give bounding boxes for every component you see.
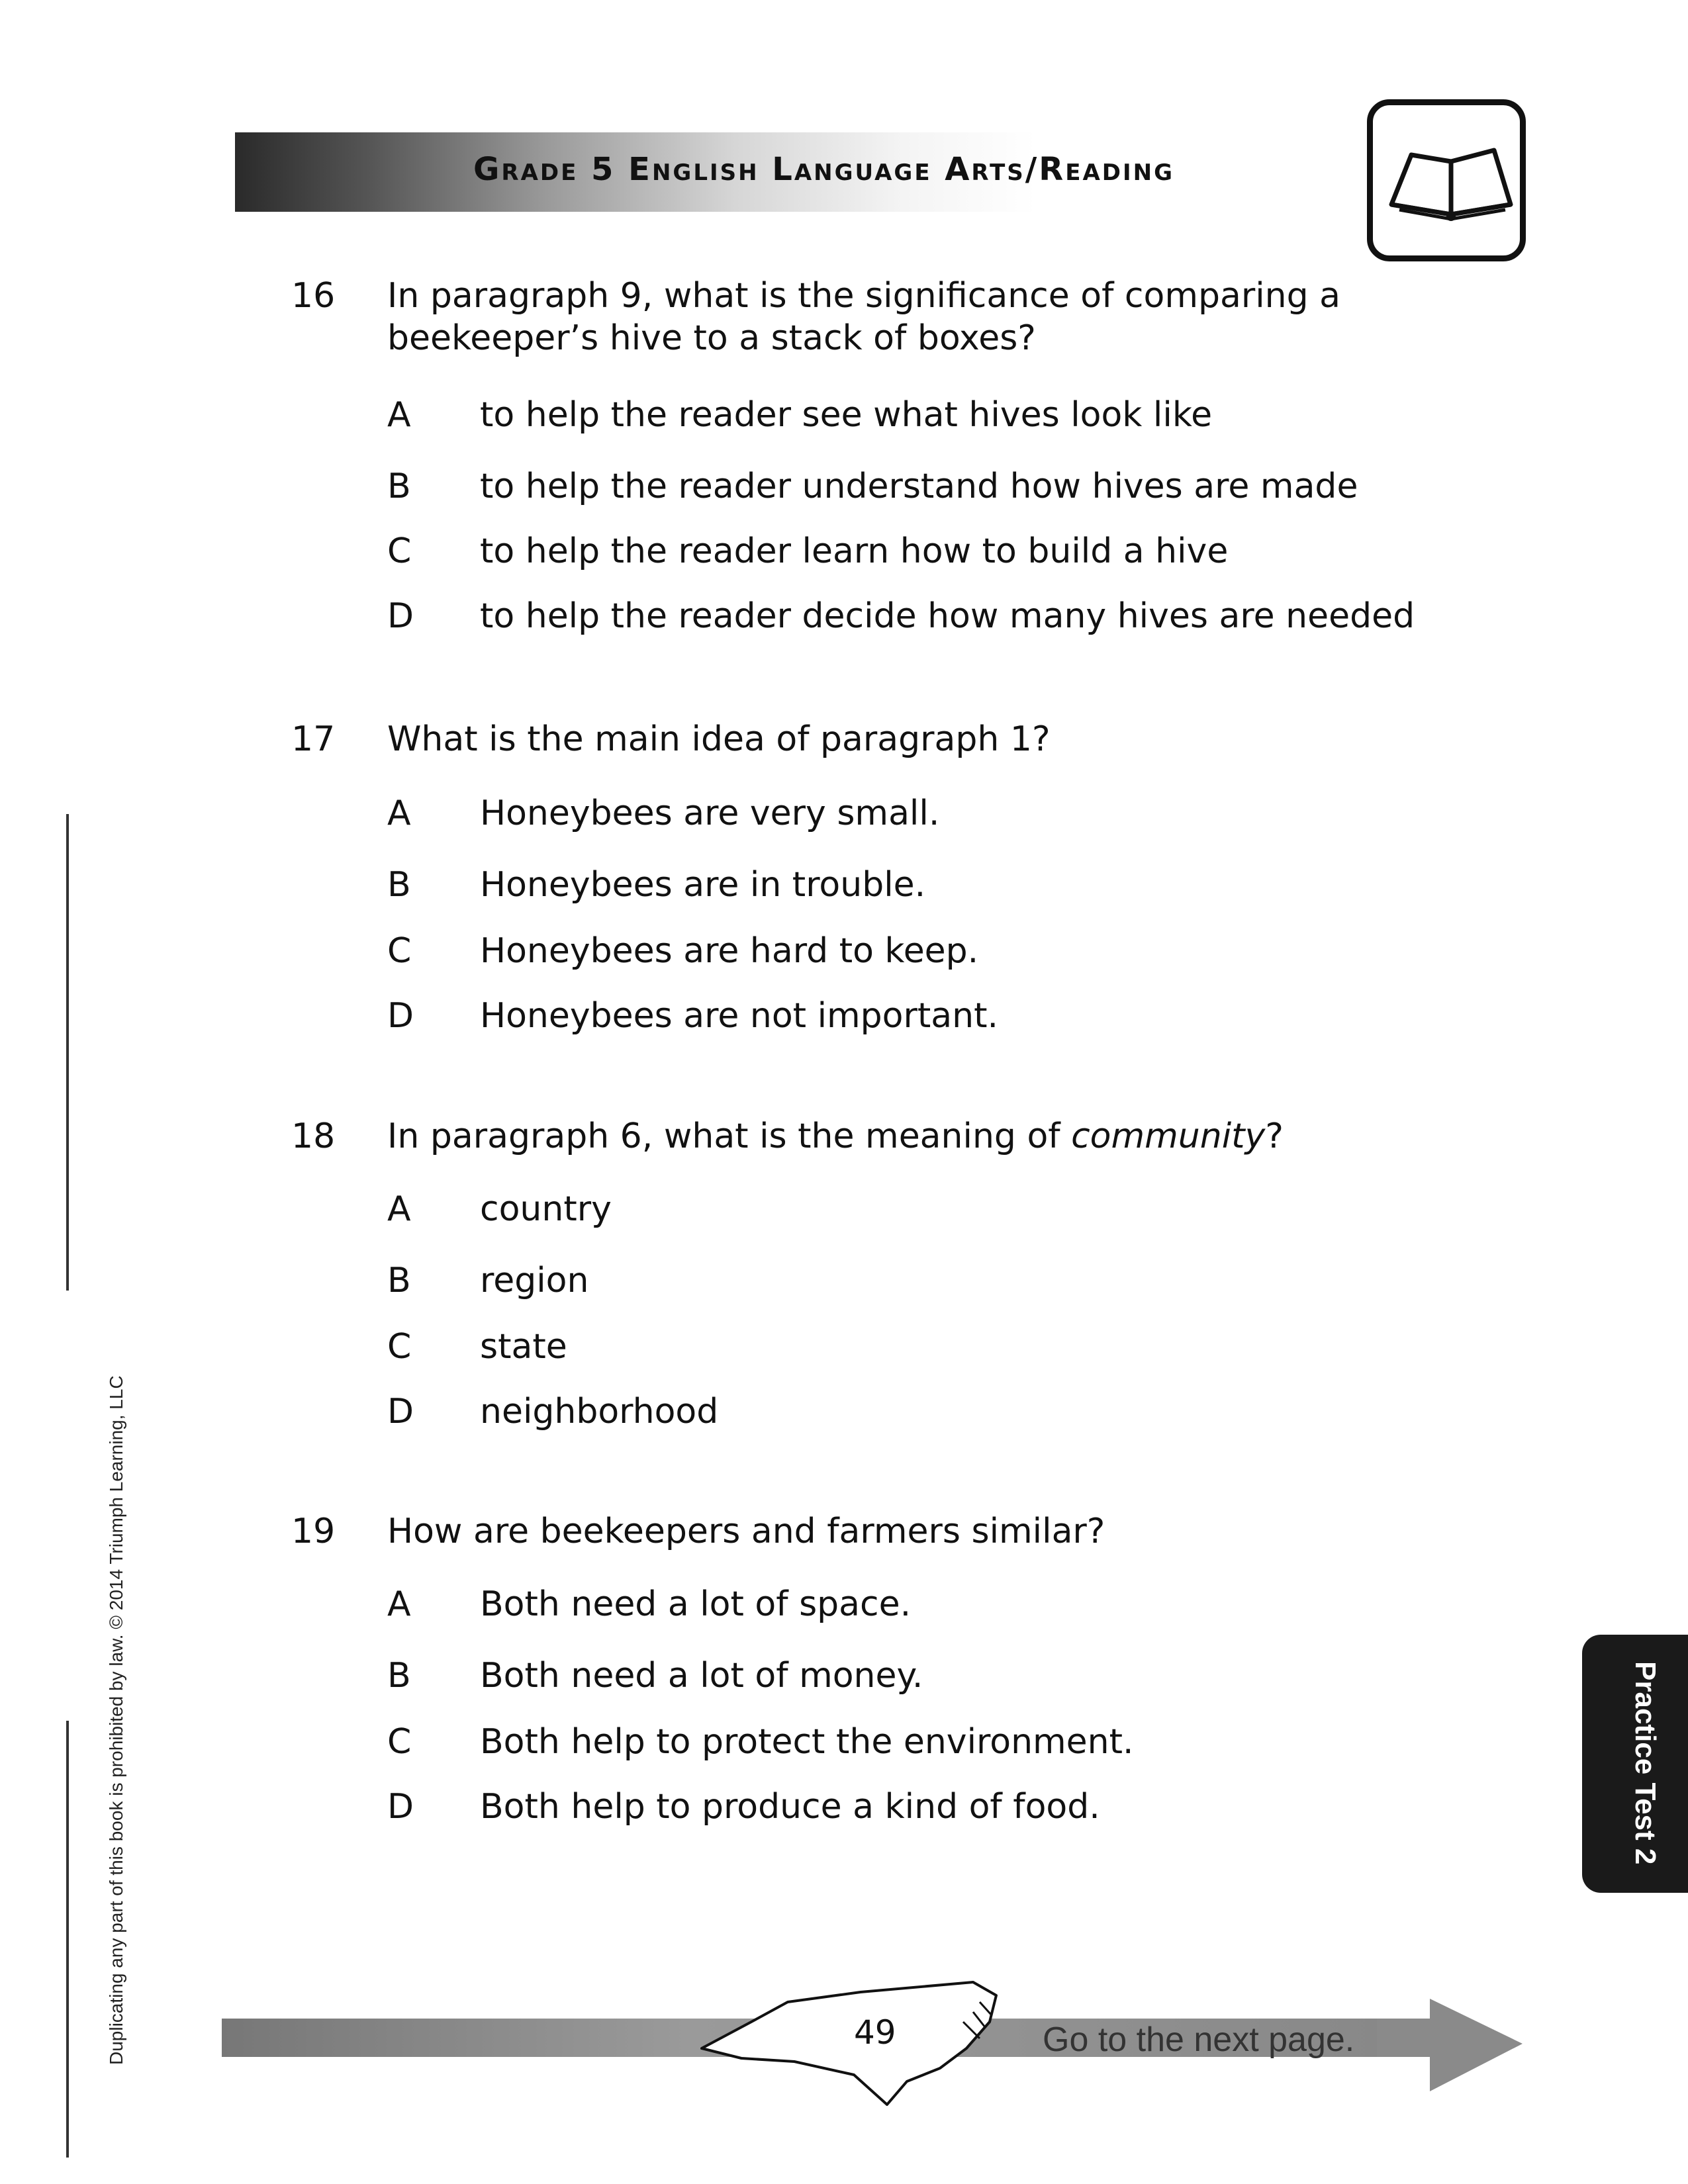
option-text: to help the reader see what hives look like bbox=[480, 395, 1213, 435]
question-text: How are beekeepers and farmers similar? bbox=[387, 1512, 1105, 1551]
answer-option-d[interactable] bbox=[387, 995, 1513, 1037]
option-letter: B bbox=[387, 1261, 411, 1300]
question-number: 19 bbox=[291, 1512, 336, 1551]
vocabulary-word: community bbox=[1071, 1116, 1266, 1156]
answer-option-b[interactable] bbox=[387, 1259, 1513, 1302]
north-carolina-map-icon bbox=[688, 1976, 1006, 2108]
option-text: to help the reader understand how hives are made bbox=[480, 467, 1358, 506]
answer-option-c[interactable] bbox=[387, 1326, 1513, 1368]
question-text-start: In paragraph 6, what is the meaning of bbox=[387, 1116, 1072, 1156]
margin-line bbox=[66, 814, 69, 1291]
answer-option-c[interactable] bbox=[387, 930, 1513, 972]
answer-option-a[interactable] bbox=[387, 394, 1513, 436]
option-text: Honeybees are very small. bbox=[480, 794, 940, 833]
option-text: Both need a lot of space. bbox=[480, 1584, 912, 1624]
option-letter: D bbox=[387, 996, 414, 1036]
option-letter: B bbox=[387, 467, 411, 506]
option-letter: B bbox=[387, 865, 411, 905]
option-letter: B bbox=[387, 1656, 411, 1696]
question-number: 17 bbox=[291, 719, 336, 759]
option-text: region bbox=[480, 1261, 589, 1300]
option-text: to help the reader decide how many hives are needed bbox=[480, 596, 1415, 636]
question-18 bbox=[291, 1115, 1483, 1446]
option-letter: C bbox=[387, 1327, 412, 1367]
practice-test-label: Practice Test 2 bbox=[1629, 1661, 1662, 1865]
option-letter: C bbox=[387, 531, 412, 571]
answer-option-a[interactable] bbox=[387, 792, 1513, 835]
question-text: What is the main idea of paragraph 1? bbox=[387, 719, 1051, 759]
option-text: neighborhood bbox=[480, 1392, 719, 1432]
question-19 bbox=[291, 1510, 1483, 1841]
answer-option-a[interactable] bbox=[387, 1583, 1513, 1625]
option-text: Both help to protect the environment. bbox=[480, 1722, 1134, 1762]
option-text: Honeybees are not important. bbox=[480, 996, 998, 1036]
open-book-icon bbox=[1367, 99, 1526, 261]
option-letter: D bbox=[387, 1787, 414, 1827]
option-text: Honeybees are in trouble. bbox=[480, 865, 926, 905]
answer-option-c[interactable] bbox=[387, 1721, 1513, 1763]
next-page-label: Go to the next page. bbox=[1043, 2021, 1355, 2059]
page-number: 49 bbox=[854, 2013, 896, 2052]
question-text bbox=[387, 1115, 1433, 1158]
option-letter: D bbox=[387, 596, 414, 636]
answer-option-b[interactable] bbox=[387, 465, 1513, 508]
question-text-end: ? bbox=[1265, 1116, 1284, 1156]
option-letter: A bbox=[387, 395, 411, 435]
option-text: state bbox=[480, 1327, 567, 1367]
question-17 bbox=[291, 718, 1483, 1049]
option-letter: D bbox=[387, 1392, 414, 1432]
option-letter: C bbox=[387, 1722, 412, 1762]
question-16 bbox=[291, 275, 1483, 672]
option-letter: A bbox=[387, 1584, 411, 1624]
option-text: to help the reader learn how to build a hive bbox=[480, 531, 1229, 571]
answer-option-b[interactable] bbox=[387, 1655, 1513, 1697]
question-number: 18 bbox=[291, 1116, 336, 1156]
option-text: Both need a lot of money. bbox=[480, 1656, 923, 1696]
answer-option-d[interactable] bbox=[387, 1390, 1513, 1433]
arrow-right-icon bbox=[1377, 1999, 1523, 2091]
copyright-notice: Duplicating any part of this book is prohibited by law. © 2014 Triumph Learning, LLC bbox=[106, 1375, 126, 2065]
practice-test-tab bbox=[1582, 1635, 1688, 1893]
answer-option-c[interactable] bbox=[387, 530, 1513, 572]
page-header-title: Grade 5 English Language Arts/Reading bbox=[473, 151, 1175, 188]
option-text: Both help to produce a kind of food. bbox=[480, 1787, 1100, 1827]
option-text: Honeybees are hard to keep. bbox=[480, 931, 979, 971]
question-number: 16 bbox=[291, 276, 336, 316]
option-text: country bbox=[480, 1189, 612, 1229]
answer-option-a[interactable] bbox=[387, 1188, 1513, 1230]
answer-option-b[interactable] bbox=[387, 864, 1513, 906]
margin-line bbox=[66, 1721, 69, 2158]
question-text: In paragraph 9, what is the significance of comparing a beekeeper’s hive to a stack of boxes? bbox=[387, 276, 1341, 358]
option-letter: A bbox=[387, 794, 411, 833]
answer-option-d[interactable] bbox=[387, 1786, 1513, 1828]
answer-option-d[interactable] bbox=[387, 595, 1513, 637]
option-letter: A bbox=[387, 1189, 411, 1229]
option-letter: C bbox=[387, 931, 412, 971]
